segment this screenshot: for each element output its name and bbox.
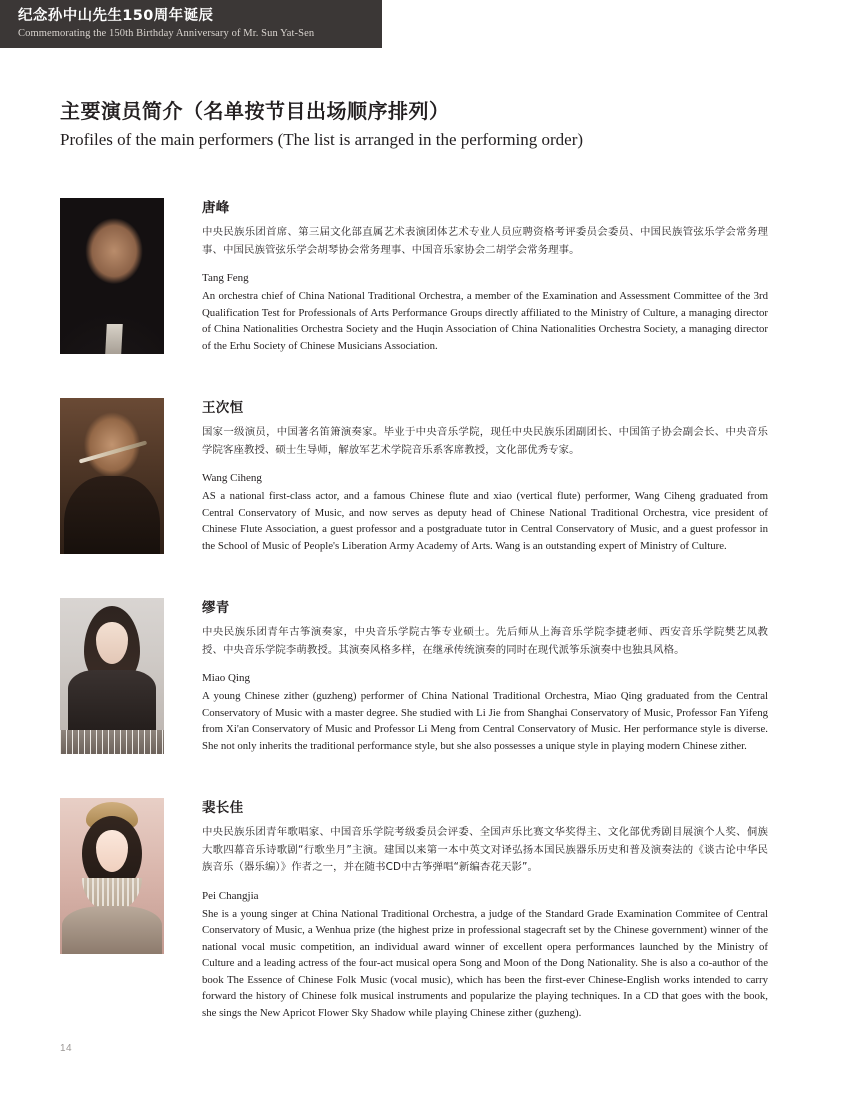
performer-bio-english: A young Chinese zither (guzheng) performer of China National Traditional Orchestra, Miao Qing graduated from the Central Conservatory of Music with a master degree. She studied with Li Jie from Shanghai Conservatory of Music, Professor Fan Yifeng from Xi'an Conservatory of Music and Professor Li Meng from Central Conservatory of Music. Her performance style is diverse. She not only inherits the traditional performance style, but she also possesses a unique style in playing modern Chinese zither. [202,690,768,752]
section-heading-chinese: 主要演员简介（名单按节目出场顺序排列） [60,99,450,123]
performer-name-english: Tang Feng [202,272,249,284]
performer-name-english: Miao Qing [202,672,250,684]
performer-name-chinese: 唐峰 [202,200,230,216]
performer-bio-chinese: 中央民族乐团首席、第三届文化部直属艺术表演团体艺术专业人员应聘资格考评委员会委员、中国民族管弦乐学会常务理事、中国民族管弦乐学会胡琴协会常务理事、中国音乐家协会二胡学会常务理事。 [202,226,768,256]
performer-name-chinese: 缪青 [202,600,230,616]
performer-bio-chinese: 中央民族乐团青年古筝演奏家，中央音乐学院古筝专业硕士。先后师从上海音乐学院李捷老师、西安音乐学院樊艺凤教授、中央音乐学院李萌教授。其演奏风格多样，在继承传统演奏的同时在现代派筝乐演奏中也独具风格。 [202,626,768,656]
performer-entry [0,598,846,754]
performer-photo-tang-feng [60,198,164,354]
performer-bio-english: An orchestra chief of China National Traditional Orchestra, a member of the Examination and Assessment Committee of the 3rd Qualification Test for Professionals of Arts Performance Groups directly affiliated to the Ministry of Culture, a managing director of China Nationalities Orchestra Society and the Huqin Association of China Nationalities Orchestra Society, a managing director of the Erhu Society of Chinese Musicians Association. [202,290,768,352]
performer-entry [0,198,846,354]
performer-name-english: Pei Changjia [202,889,259,902]
performer-bio [164,798,768,1021]
performer-bio-chinese: 中央民族乐团青年歌唱家、中国音乐学院考级委员会评委、全国声乐比赛文华奖得主、文化部优秀剧目展演个人奖、侗族大歌四幕音乐诗歌剧“行歌坐月”主演。建国以来第一本中英文对译弘扬本国民族器乐历史和普及演奏法的《谈古论中华民族音乐（器乐编）》作者之一，并在随书CD中古筝弹唱“新编杏花天影”。 [202,826,768,873]
performer-bio-english: AS a national first-class actor, and a famous Chinese flute and xiao (vertical flute) performer, Wang Ciheng graduated from Central Conservatory of Music, and now serves as deputy head of Chinese National Traditional Orchestra, vice president of Chinese Flute Association, a guest professor and a postgraduate tutor in Central Conservatory of Music, and a guest professor in the School of Music of People's Liberation Army Academy of Arts. Wang is an outstanding expert of Ministry of Culture. [202,490,768,552]
header-title-chinese: 纪念孙中山先生150周年诞辰 [18,8,214,24]
performer-bio-english: She is a young singer at China National Traditional Orchestra, a judge of the Standard Grade Examination Commitee of Central Conservatory of Music, a Wenhua prize (the highest prize in professional stagecraft set by the Chinese government) winner of the national vocal music competition, an individual award winner of excellent opera performances launched by the Ministry of Culture and a leading actress of the four-act musical opera Song and Moon of the Dong Nationality. She is also a co-author of the book The Essence of Chinese Folk Music (vocal music), which has been the first-ever Chinese-English works intended to carry forward the history of Chinese folk musical instruments and popularize the playing techniques. In a CD that goes with the book, she sings the New Apricot Flower Sky Shadow while playing Chinese zither (guzheng). [202,907,768,1019]
page-body [0,48,846,1102]
performer-photo-miao-qing [60,598,164,754]
performer-bio-chinese: 国家一级演员，中国著名笛箫演奏家。毕业于中央音乐学院，现任中央民族乐团副团长、中国笛子协会副会长、中央音乐学院客座教授、硕士生导师，解放军艺术学院音乐系客席教授，文化部优秀专家。 [202,426,768,456]
performer-photo-pei-changjia [60,798,164,954]
header-title-english: Commemorating the 150th Birthday Anniversary of Mr. Sun Yat-Sen [18,28,315,39]
section-heading [60,97,800,152]
performer-name-english: Wang Ciheng [202,472,262,484]
performer-entry [0,398,846,554]
performer-bio [164,198,768,354]
performer-profile-list [0,198,846,1065]
performer-name-chinese: 王次恒 [202,400,244,416]
section-heading-english: Profiles of the main performers (The list is arranged in the performing order) [60,130,584,149]
performer-entry [0,798,846,1021]
performer-bio [164,398,768,554]
performer-photo-wang-ciheng [60,398,164,554]
page-number: 14 [60,1043,73,1054]
performer-name-chinese: 裴长佳 [202,800,244,816]
performer-bio [164,598,768,754]
page-header-band [0,0,382,48]
